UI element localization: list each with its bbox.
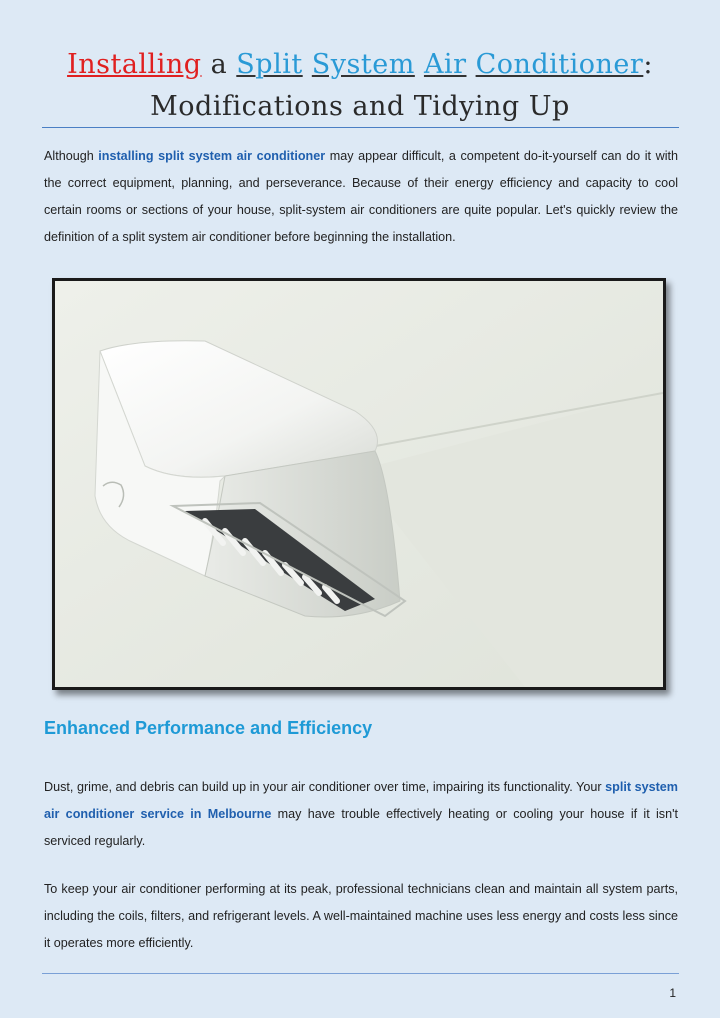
p1-text-before: Dust, grime, and debris can build up in your air conditioner over time, impairing its functionality. Your — [44, 780, 606, 794]
title-line-2: Modifications and Tidying Up — [150, 91, 570, 122]
title-divider — [42, 127, 679, 128]
intro-text-after: may appear difficult, a competent do-it-yourself can do it with the correct equipment, planning, and perseverance. Because of their energy efficiency and capacity to cool certain rooms or sections of your house, split-system air conditioners are quite popular. Let's quickly review the definition of a split system air conditioner before beginning the installation. — [44, 149, 678, 244]
section-heading: Enhanced Performance and Efficiency — [44, 718, 373, 738]
section-paragraph-2: To keep your air conditioner performing at its peak, professional technicians clean and maintain all system parts, including the coils, filters, and refrigerant levels. A well-maintained machine uses less energy and costs less since it operates more efficiently. — [44, 882, 678, 950]
intro-paragraph — [44, 143, 678, 251]
section-paragraph-1 — [44, 774, 678, 855]
title-word-split: Split — [236, 49, 303, 80]
title-word-a: a — [210, 49, 228, 80]
title-word-system: System — [311, 49, 415, 80]
title-word-air: Air — [423, 49, 467, 80]
intro-text-before: Although — [44, 149, 99, 163]
title-colon: : — [643, 49, 653, 80]
document-title — [0, 44, 720, 128]
air-conditioner-illustration — [55, 281, 663, 687]
title-word-installing: Installing — [67, 49, 202, 80]
page-number: 1 — [669, 986, 676, 1000]
p1-text-after: may have trouble effectively heating or cooling your house if it isn't serviced regularly. — [44, 807, 678, 848]
footer-divider — [42, 973, 679, 974]
title-line-1 — [0, 44, 720, 86]
title-word-conditioner: Conditioner — [475, 49, 644, 80]
air-conditioner-photo — [52, 278, 666, 690]
intro-link[interactable]: installing split system air conditioner — [98, 149, 326, 163]
service-link[interactable]: split system air conditioner service in Melbourne — [44, 780, 678, 821]
